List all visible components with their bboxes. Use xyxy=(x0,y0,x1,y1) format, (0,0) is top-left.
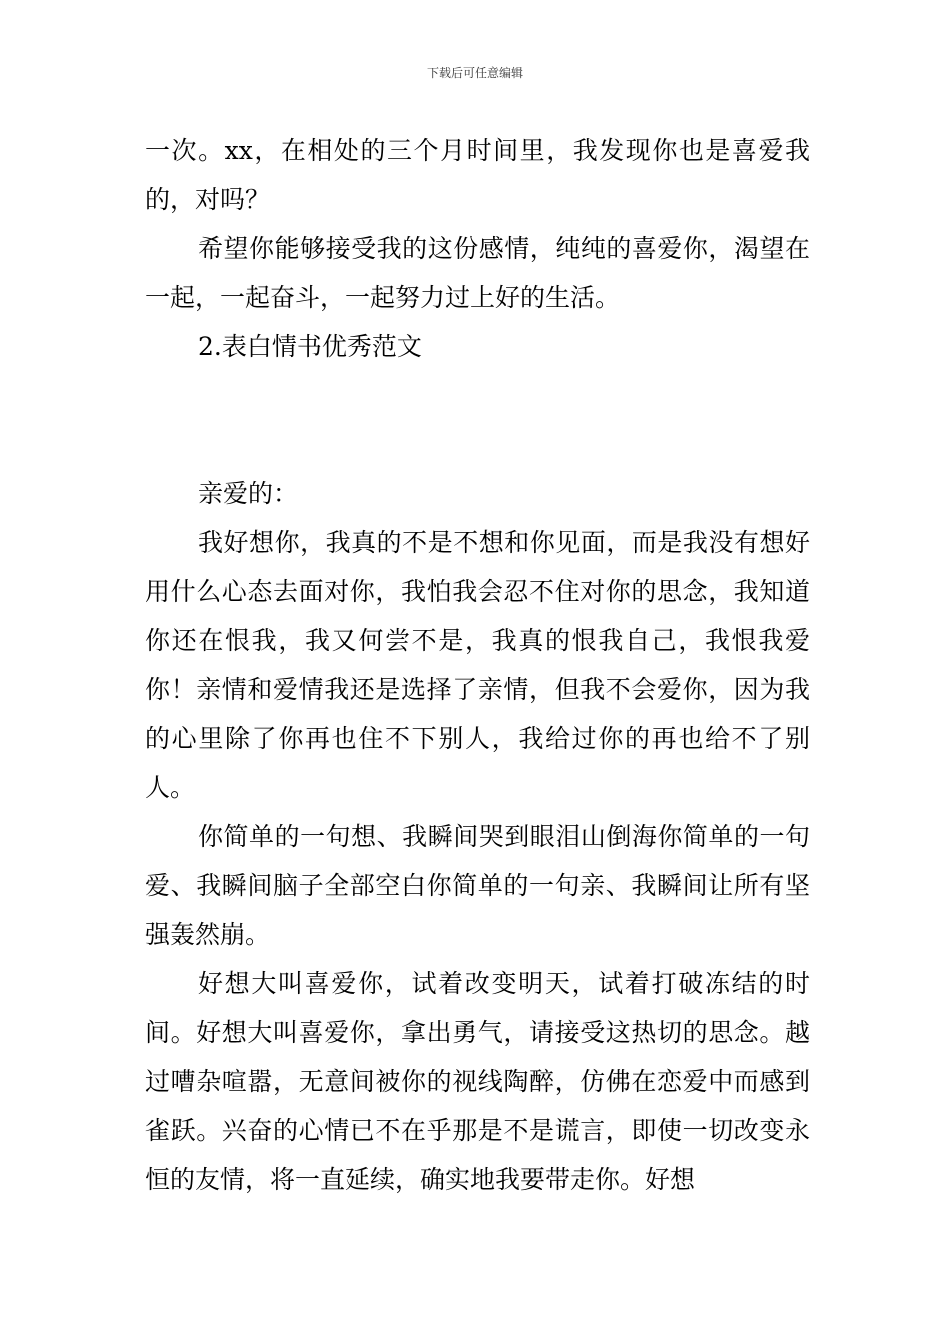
paragraph-hope: 希望你能够接受我的这份感情，纯纯的喜爱你，渴望在一起，一起奋斗，一起努力过上好的生活。 xyxy=(145,234,810,312)
document-body xyxy=(145,126,810,1204)
letter-salutation: 亲爱的： xyxy=(198,479,299,508)
paragraph-miss-you: 我好想你，我真的不是不想和你见面，而是我没有想好用什么心态去面对你，我怕我会忍不住对你的思念，我知道你还在恨我，我又何尝不是，我真的恨我自己，我恨我爱你！亲情和爱情我还是选择了亲情，但我不会爱你，因为我的心里除了你再也住不下别人，我给过你的再也给不了别人。 xyxy=(145,528,810,802)
paragraph-continued: 一次。xx，在相处的三个月时间里，我发现你也是喜爱我的，对吗？ xyxy=(145,136,810,214)
paragraph-simple-words: 你简单的一句想、我瞬间哭到眼泪山倒海你简单的一句爱、我瞬间脑子全部空白你简单的一句亲、我瞬间让所有坚强轰然崩。 xyxy=(145,822,810,949)
page-header: 下载后可任意编辑 xyxy=(426,66,523,80)
section-heading: 2.表白情书优秀范文 xyxy=(198,332,422,361)
paragraph-shout-love: 好想大叫喜爱你，试着改变明天，试着打破冻结的时间。好想大叫喜爱你，拿出勇气，请接受这热切的思念。越过嘈杂喧嚣，无意间被你的视线陶醉，仿佛在恋爱中而感到雀跃。兴奋的心情已不在乎那是不是谎言，即使一切改变永恒的友情，将一直延续，确实地我要带走你。好想 xyxy=(145,969,810,1194)
section-spacer xyxy=(145,371,810,469)
